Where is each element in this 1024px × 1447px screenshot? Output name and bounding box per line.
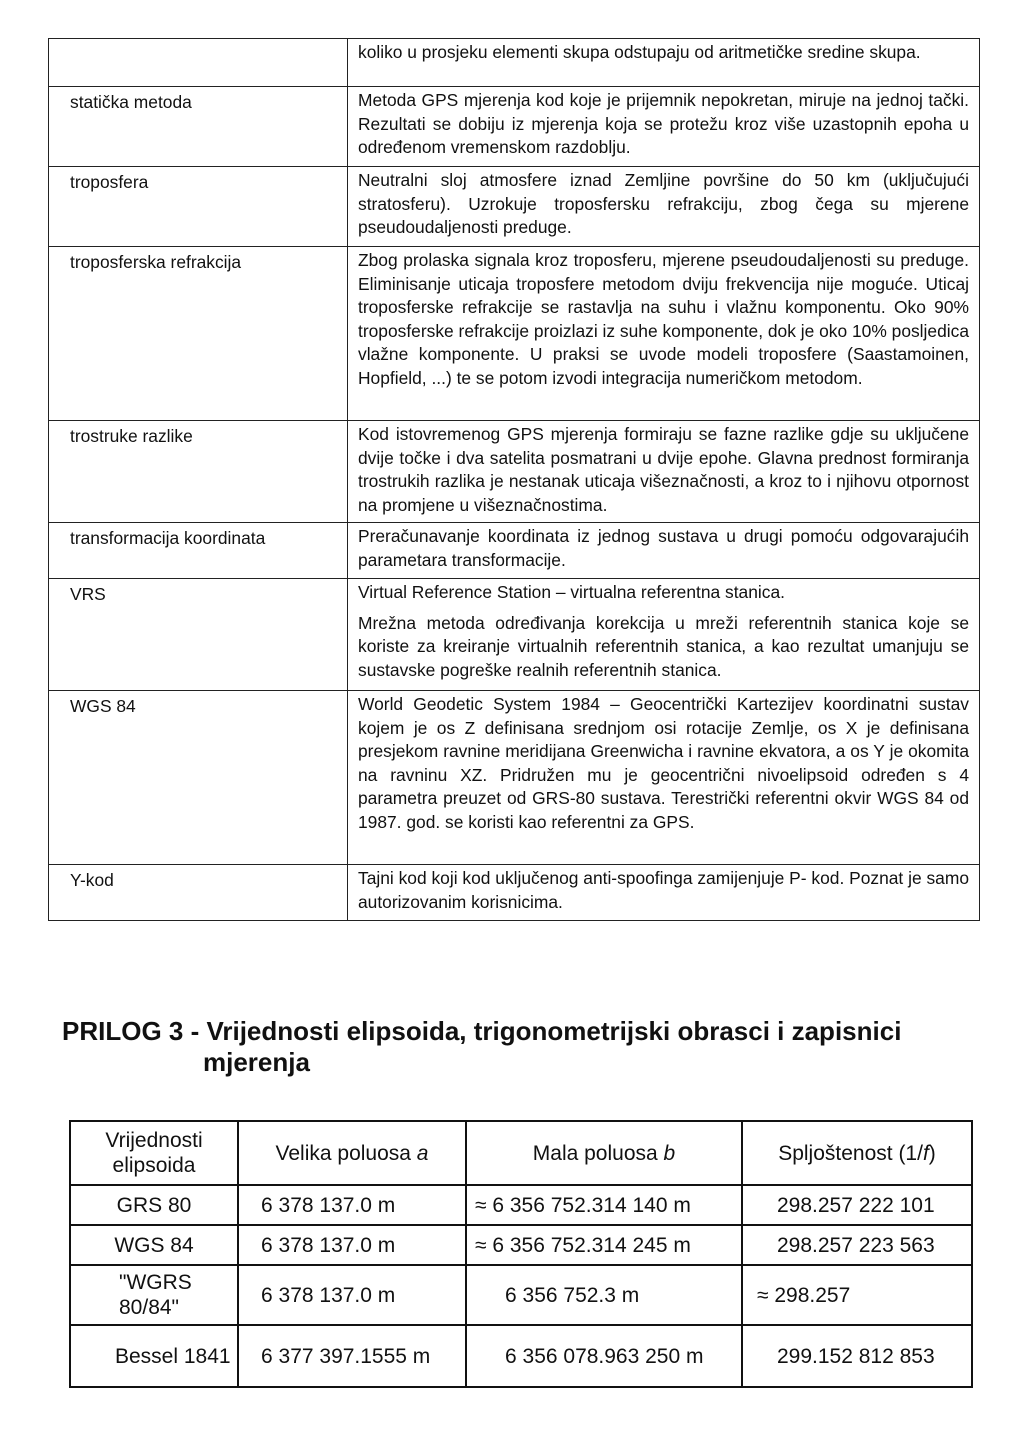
glossary-term: VRS	[49, 579, 348, 691]
glossary-term: transformacija koordinata	[49, 523, 348, 579]
glossary-definition	[348, 87, 980, 167]
glossary-term: Y-kod	[49, 865, 348, 921]
header-flattening-close: )	[928, 1141, 936, 1165]
glossary-definition	[348, 523, 980, 579]
ellipsoid-table	[69, 1120, 973, 1388]
semi-major-value: 6 378 137.0 m	[238, 1265, 466, 1325]
header-semi-minor-axis	[466, 1121, 742, 1185]
definition-text: Neutralni sloj atmosfere iznad Zemljine površine do 50 km (uključujući stratosferu). Uzrokuje troposfersku refrakciju, zbog čega su mjerene pseudoudaljenosti preduge.	[358, 170, 969, 237]
flattening-value: ≈ 298.257	[742, 1265, 972, 1325]
definition-text: Metoda GPS mjerenja kod koje je prijemnik nepokretan, miruje na jednoj tački. Rezultati se dobiju iz mjerenja koja se protežu kroz više uzastopnih epoha u određenom vremenskom razdoblju.	[358, 90, 969, 157]
header-semi-minor-label: Mala poluosa	[532, 1141, 664, 1165]
table-row	[70, 1325, 972, 1387]
glossary-term: trostruke razlike	[49, 421, 348, 523]
semi-major-value: 6 378 137.0 m	[238, 1225, 466, 1265]
glossary-row	[49, 579, 980, 691]
table-row	[70, 1225, 972, 1265]
glossary-definition	[348, 579, 980, 691]
glossary-row	[49, 39, 980, 87]
header-flattening	[742, 1121, 972, 1185]
definition-text: Virtual Reference Station – virtualna referentna stanica.	[358, 582, 785, 602]
ellipsoid-name: "WGRS 80/84"	[70, 1265, 238, 1325]
definition-text: Kod istovremenog GPS mjerenja formiraju se fazne razlike gdje su uključene dvije točke i dva satelita posmatrani u dvije epohe. Glavna prednost formiranja trostrukih razlika je nestanak uticaja višeznačnosti, a kroz to i njihovu otpornost na promjene u višeznačnostima.	[358, 424, 969, 515]
glossary-row	[49, 421, 980, 523]
glossary-definition	[348, 247, 980, 421]
definition-text: koliko u prosjeku elementi skupa odstupaju od aritmetičke sredine skupa.	[358, 42, 921, 62]
glossary-definition	[348, 691, 980, 865]
glossary-row	[49, 865, 980, 921]
glossary-term	[49, 39, 348, 87]
glossary-definition	[348, 167, 980, 247]
ellipsoid-name: GRS 80	[70, 1185, 238, 1225]
glossary-row	[49, 167, 980, 247]
header-semi-major-axis	[238, 1121, 466, 1185]
glossary-term: troposferska refrakcija	[49, 247, 348, 421]
header-ellipsoid-values: Vrijednosti elipsoida	[70, 1121, 238, 1185]
glossary-row	[49, 87, 980, 167]
semi-minor-value: ≈ 6 356 752.314 140 m	[466, 1185, 742, 1225]
glossary-row	[49, 691, 980, 865]
ellipsoid-header-row	[70, 1121, 972, 1185]
ellipsoid-name: WGS 84	[70, 1225, 238, 1265]
definition-text: Mrežna metoda određivanja korekcija u mreži referentnih stanica koje se koriste za kreiranje virtualnih referentnih stanica, a kao rezultat umanjuju se sustavske pogreške realnih referentnih stanica.	[358, 612, 969, 680]
semi-minor-value: 6 356 752.3 m	[466, 1265, 742, 1325]
glossary-definition	[348, 39, 980, 87]
definition-text: World Geodetic System 1984 – Geocentrički Kartezijev koordinatni sustav kojem je os Z definisana srednjom osi rotacije Zemlje, os X je definisana presjekom ravnine meridijana Greenwicha i ravnine ekvatora, a os Y je okomita na ravninu XZ. Pridružen mu je geocentrični nivoelipsoid određen s 4 parametra preuzet od GRS-80 sustava. Terestrički referentni okvir WGS 84 od 1987. god. se koristi kao referentni za GPS.	[358, 694, 969, 832]
glossary-term: statička metoda	[49, 87, 348, 167]
symbol-f: f	[922, 1141, 929, 1165]
heading-line-2: mjerenja	[203, 1047, 310, 1077]
definition-text: Tajni kod koji kod uključenog anti-spoofinga zamijenjuje P- kod. Poznat je samo autorizovanim korisnicima.	[358, 868, 969, 912]
semi-major-value: 6 377 397.1555 m	[238, 1325, 466, 1387]
flattening-value: 299.152 812 853	[742, 1325, 972, 1387]
section-heading	[62, 1016, 962, 1078]
glossary-definition	[348, 865, 980, 921]
table-row	[70, 1185, 972, 1225]
semi-major-value: 6 378 137.0 m	[238, 1185, 466, 1225]
definition-text: Preračunavanje koordinata iz jednog sustava u drugi pomoću odgovarajućih parametara transformacije.	[358, 526, 969, 570]
semi-minor-value: 6 356 078.963 250 m	[466, 1325, 742, 1387]
glossary-table	[48, 38, 980, 921]
glossary-row	[49, 523, 980, 579]
symbol-b: b	[663, 1141, 676, 1165]
glossary-term: WGS 84	[49, 691, 348, 865]
definition-text: Zbog prolaska signala kroz troposferu, mjerene pseudoudaljenosti su preduge. Eliminisanje uticaja troposfere metodom dviju frekvencija nije moguće. Uticaj troposferske refrakcije se rastavlja na suhu i vlažnu komponentu. Oko 90% troposferske refrakcije proizlazi iz suhe komponente, dok je oko 10% posljedica vlažne komponente. U praksi se uvode modeli troposfere (Saastamoinen, Hopfield, ...) te se potom izvodi integracija numeričkom metodom.	[358, 250, 969, 388]
flattening-value: 298.257 222 101	[742, 1185, 972, 1225]
table-row	[70, 1265, 972, 1325]
header-flattening-label: Spljoštenost (1/	[778, 1141, 923, 1165]
glossary-definition	[348, 421, 980, 523]
ellipsoid-name: Bessel 1841	[70, 1325, 238, 1387]
header-semi-major-label: Velika poluosa	[275, 1141, 417, 1165]
glossary-row	[49, 247, 980, 421]
symbol-a: a	[416, 1141, 429, 1165]
heading-line-1: PRILOG 3 - Vrijednosti elipsoida, trigonometrijski obrasci i zapisnici	[62, 1016, 902, 1046]
flattening-value: 298.257 223 563	[742, 1225, 972, 1265]
semi-minor-value: ≈ 6 356 752.314 245 m	[466, 1225, 742, 1265]
glossary-term: troposfera	[49, 167, 348, 247]
